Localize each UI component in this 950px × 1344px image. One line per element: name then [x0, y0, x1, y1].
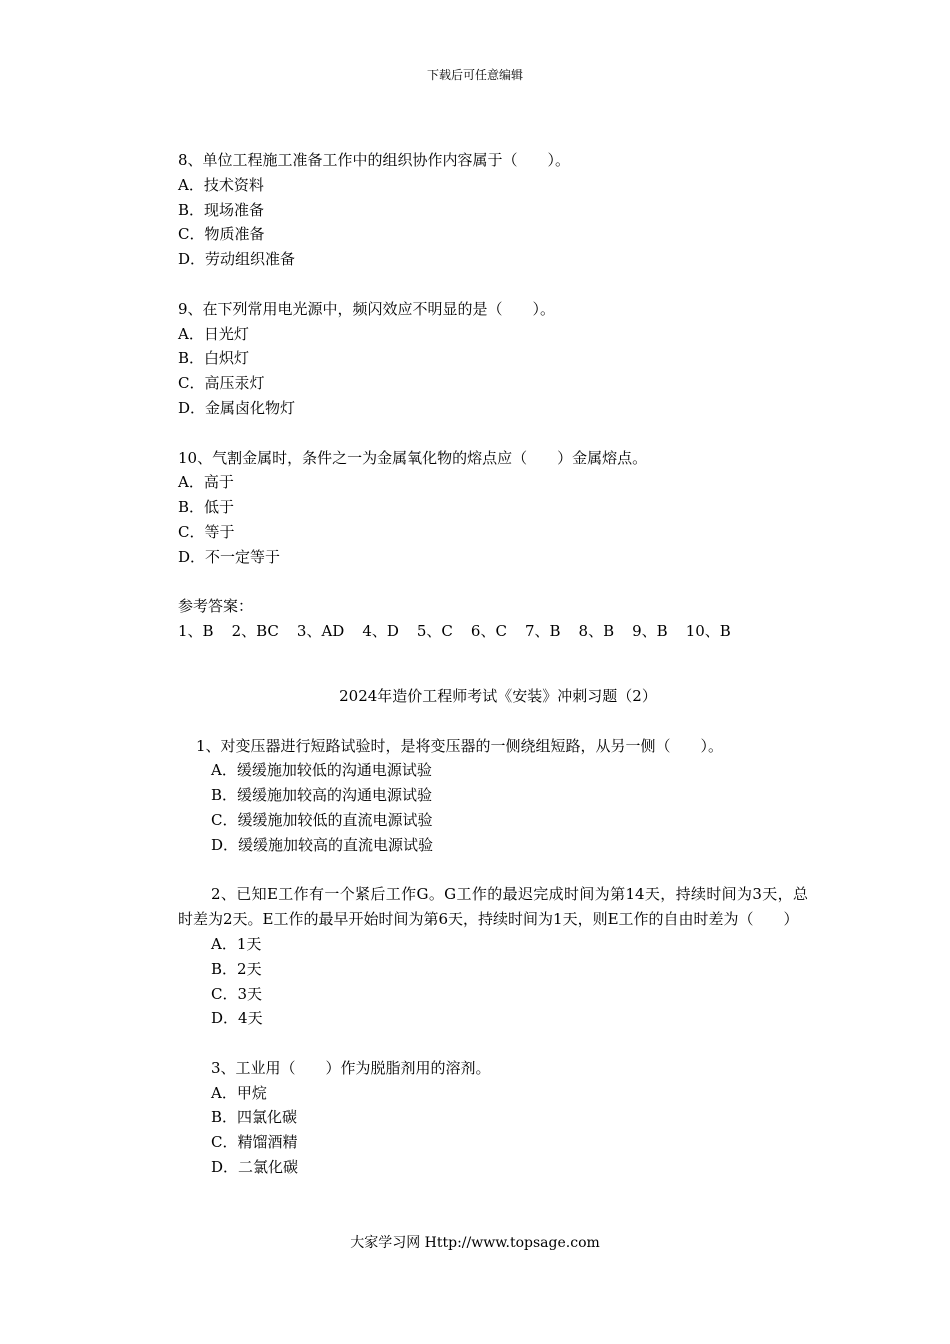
- option-p2-3b: B．四氯化碳: [211, 1108, 298, 1127]
- answer-item: 1、B: [178, 622, 214, 641]
- section-title: 2024年造价工程师考试《安装》冲刺习题（2）: [339, 686, 657, 705]
- option-10d: D．不一定等于: [178, 547, 281, 566]
- answer-item: 7、B: [524, 622, 561, 641]
- option-p2-2c: C．3天: [211, 984, 263, 1003]
- option-8a: A．技术资料: [178, 175, 264, 194]
- option-p2-2d: D．4天: [211, 1009, 263, 1028]
- option-8c: C．物质准备: [178, 225, 265, 244]
- option-9d: D．金属卤化物灯: [178, 398, 296, 417]
- answer-item: 9、B: [632, 622, 668, 641]
- option-9b: B．白炽灯: [178, 349, 250, 368]
- answers-label: 参考答案：: [178, 597, 254, 616]
- option-9c: C．高压汞灯: [178, 374, 265, 393]
- option-10a: A．高于: [178, 473, 234, 492]
- option-p2-1c: C．缓缓施加较低的直流电源试验: [211, 810, 433, 829]
- question-9: 9、在下列常用电光源中，频闪效应不明显的是（ ）。: [178, 299, 556, 318]
- option-p2-1d: D．缓缓施加较高的直流电源试验: [211, 835, 434, 854]
- question-p2-2: 2、已知E工作有一个紧后工作G。G工作的最迟完成时间为第14天，持续时间为3天，总时差为2天。E工作的最早开始时间为第6天，持续时间为1天，则E工作的自由时差为（ ）: [178, 885, 808, 929]
- option-9a: A．日光灯: [178, 324, 249, 343]
- answers-list: [178, 619, 818, 644]
- answer-item: 4、D: [362, 622, 399, 641]
- option-p2-3a: A．甲烷: [211, 1083, 267, 1102]
- option-p2-3c: C．精馏酒精: [211, 1133, 298, 1152]
- option-p2-1a: A．缓缓施加较低的沟通电源试验: [211, 761, 432, 780]
- option-8d: D．劳动组织准备: [178, 250, 296, 269]
- option-8b: B．现场准备: [178, 200, 265, 219]
- option-p2-1b: B．缓缓施加较高的沟通电源试验: [211, 786, 433, 805]
- option-10b: B．低于: [178, 498, 235, 517]
- page-header: 下载后可任意编辑: [426, 68, 523, 82]
- document-body: [178, 148, 818, 1180]
- option-p2-2b: B．2天: [211, 959, 262, 978]
- question-8: 8、单位工程施工准备工作中的组织协作内容属于（ ）。: [178, 151, 571, 169]
- answer-item: 3、AD: [296, 622, 345, 641]
- question-10: 10、气割金属时，条件之一为金属氧化物的熔点应（ ）金属熔点。: [178, 448, 648, 467]
- answer-item: 10、B: [685, 622, 731, 641]
- question-p2-3: 3、工业用（ ）作为脱脂剂用的溶剂。: [211, 1058, 491, 1077]
- answer-item: 8、B: [578, 622, 615, 641]
- answer-item: 6、C: [470, 622, 507, 641]
- answer-item: 2、BC: [231, 622, 279, 641]
- question-p2-1: 1、对变压器进行短路试验时，是将变压器的一侧绕组短路，从另一侧（ ）。: [196, 736, 724, 755]
- option-p2-3d: D．二氯化碳: [211, 1158, 299, 1177]
- page-footer: 大家学习网 Http://www.topsage.com: [350, 1235, 600, 1251]
- option-10c: C．等于: [178, 522, 235, 541]
- answer-item: 5、C: [416, 622, 453, 641]
- option-p2-2a: A．1天: [211, 934, 262, 953]
